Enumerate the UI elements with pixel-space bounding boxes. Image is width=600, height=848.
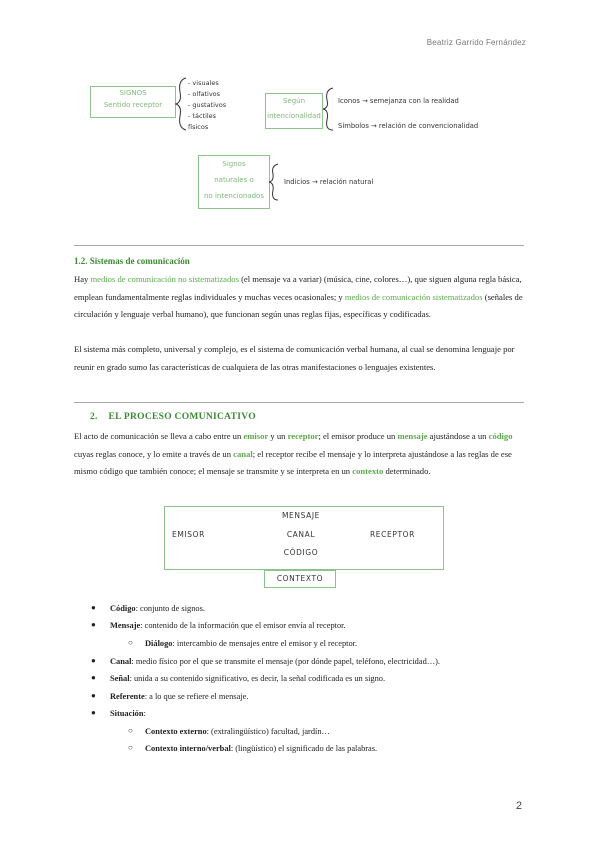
signos-box: SIGNOS Sentido receptor bbox=[90, 86, 176, 118]
curly-brace-left bbox=[174, 76, 188, 132]
list-item-mensaje: Mensaje: contenido de la información que el emisor envía al receptor. bbox=[110, 621, 346, 630]
list-item-contexto-interno: Contexto interno/verbal: (lingüístico) el significado de las palabras. bbox=[145, 744, 378, 753]
intention-list: Iconos → semejanza con la realidad Símbolos → relación de convencionalidad bbox=[338, 97, 479, 130]
list-item-canal: Canal: medio físico por el que se transmite el mensaje (por dónde papel, teléfono, electricidad…). bbox=[110, 657, 441, 666]
bullet-dot: ● bbox=[91, 691, 96, 700]
paragraph-proceso: El acto de comunicación se lleva a cabo entre un emisor y un receptor; el emisor produce un mensaje ajustándose a un código cuyas reglas conoce, y lo emite a través de un canal; el receptor recibe el mensaje y lo interpreta ajustándose a las reglas de ese mismo código que también conoce; el mensaje se transmite y se interpreta en un contexto determinado. bbox=[74, 431, 513, 476]
list-item-codigo: Código: conjunto de signos. bbox=[110, 604, 205, 613]
bullet-circle: ○ bbox=[128, 743, 133, 752]
divider bbox=[74, 402, 524, 403]
curly-brace-natural bbox=[268, 162, 280, 202]
bullet-dot: ● bbox=[91, 603, 96, 612]
canal-label: CANAL bbox=[286, 530, 316, 539]
bullet-circle: ○ bbox=[128, 638, 133, 647]
bullet-dot: ● bbox=[91, 656, 96, 665]
bullet-dot: ● bbox=[91, 620, 96, 629]
list-item-dialogo: Diálogo: intercambio de mensajes entre el emisor y el receptor. bbox=[145, 639, 358, 648]
bullet-circle: ○ bbox=[128, 726, 133, 735]
section-heading-2: 2. EL PROCESO COMUNICATIVO bbox=[90, 412, 256, 422]
page-number: 2 bbox=[515, 800, 522, 812]
codigo-label: CÓDIGO bbox=[283, 548, 319, 557]
bullet-dot: ● bbox=[91, 708, 96, 717]
list-item-situacion: Situación: bbox=[110, 709, 146, 718]
list-item-contexto-externo: Contexto externo: (extralingüístico) facultad, jardín… bbox=[145, 727, 330, 736]
author-name: Beatriz Garrido Fernández bbox=[426, 38, 526, 47]
indicios-label: Indicios → relación natural bbox=[284, 178, 374, 186]
section-title-1-2: 1.2. Sistemas de comunicación bbox=[74, 256, 190, 266]
mensaje-label: MENSAJE bbox=[281, 511, 320, 520]
divider bbox=[74, 245, 524, 246]
emisor-label: EMISOR bbox=[172, 530, 205, 539]
list-item-referente: Referente: a lo que se refiere el mensaje. bbox=[110, 692, 249, 701]
list-item-senal: Señal: unida a su contenido significativo, es decir, la señal codificada es un signo. bbox=[110, 674, 386, 683]
receptor-label: RECEPTOR bbox=[370, 530, 415, 539]
curly-brace-intention bbox=[321, 86, 335, 132]
intencionalidad-box: Según intencionalidad bbox=[265, 93, 323, 129]
natural-signs-box: Signos naturales o no intencionados bbox=[198, 155, 270, 209]
bullet-dot: ● bbox=[91, 673, 96, 682]
paragraph-lenguaje: El sistema más completo, universal y complejo, es el sistema de comunicación verbal humana, al cual se denomina lenguaje por reunir en grado sumo las características de cualquiera de las otras manifestaciones o lenguajes existentes. bbox=[74, 344, 515, 372]
contexto-box: CONTEXTO bbox=[264, 570, 336, 588]
paragraph-sistemas: Hay medios de comunicación no sistematizados (el mensaje va a variar) (música, cine, colores…), que siguen alguna regla básica, emplean fundamentalmente reglas individuales y muchas veces ocasionales; y medios de comunicación sistematizados (señales de circulación y lenguaje verbal humano), que funcionan según unas reglas fijas, específicas y codificadas. bbox=[74, 274, 523, 319]
senses-list: - visuales - olfativos - gustativos - táctiles físicos bbox=[188, 79, 227, 131]
